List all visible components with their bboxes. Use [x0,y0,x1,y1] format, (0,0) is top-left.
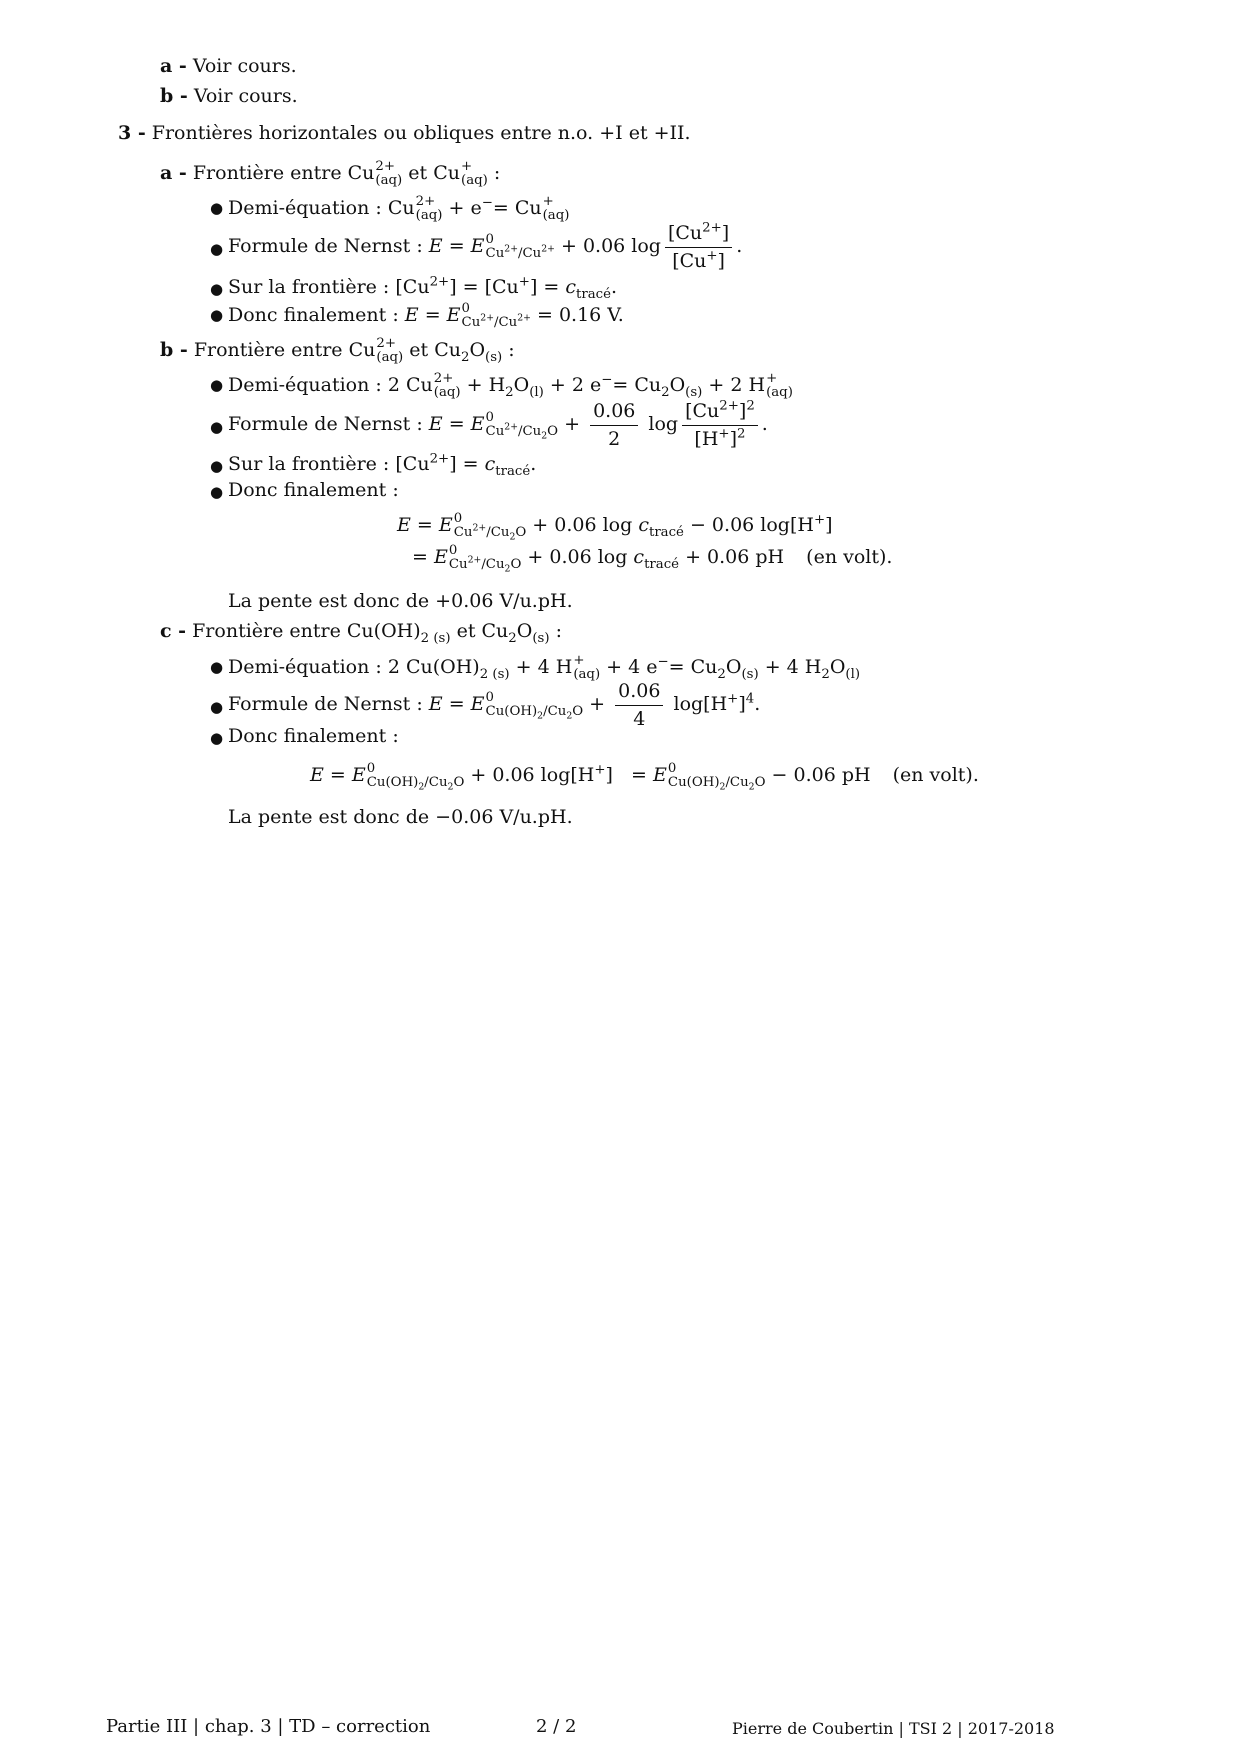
page-number: 2 / 2 [536,1716,577,1737]
subquestion-text: Frontière entre [192,161,342,184]
bullet-icon: ● [210,418,224,436]
colon: : [493,161,501,184]
species-cu2o-s: $Cu_2O_{(s)}$ [434,338,503,365]
final-value: = 0.16 V. [536,303,624,326]
species-cuoh2-s: $Cu(OH)_{2 (s)}$ [346,620,451,646]
subquestion-a-heading [160,160,500,188]
bullet-icon: ● [210,483,224,501]
nernst-expression: E = E 0 $Cu^{2+}/Cu_2O$ + $\frac{0.06}{2}$ log $\frac{[Cu^{2+}]^2}{[H^+]^2}$ . [428,398,768,450]
species-cuplus-aq: Cu + (aq) [433,159,488,188]
footer-left: Partie III | chap. 3 | TD – correction [106,1716,431,1737]
b-final-eq-line1: E = E 0 $Cu^{2+}/Cu_2O$ + 0.06 $\log c_{tracé} - 0.06$ log[H+] [397,511,833,543]
subquestion-text: Frontière entre [192,620,341,642]
item-marker: a - [160,55,187,77]
item-marker: b - [160,85,188,107]
subquestion-c-heading [160,620,562,646]
bullet-icon: ● [210,280,224,298]
boundary-condition: $[Cu^{2+}] = c_{tracé}$. [395,451,537,479]
conjunction: et [456,620,476,642]
c-nernst-formula [210,680,760,731]
bullet-icon: ● [210,729,224,747]
c-demi-equation [210,654,860,682]
bullet-icon: ● [210,376,224,394]
c-final-label [210,725,399,748]
subquestion-marker: b - [160,338,188,361]
bullet-icon: ● [210,306,224,324]
half-equation: Cu 2+ (aq) + e−= Cu + (aq) [387,194,570,223]
bullet-icon: ● [210,698,224,716]
nernst-expression: E = E 0 $Cu(OH)_2/Cu_2O$ + $\frac{0.06}{4}$ $\log[H^+]^4$. [428,680,761,730]
bullet-icon: ● [210,457,224,475]
boundary-condition: $[Cu^{2+}] = [Cu^+] = c_{tracé}$. [395,274,618,302]
b-nernst-formula [210,400,768,451]
question-marker: 3 - [118,122,146,144]
half-equation: 2 $Cu(OH)_{2 (s)} + 4$ H + (aq) + 4 $e^-= Cu_2O_{(s)} + 4$ $H_2O_{(l)}$ [387,653,861,682]
bullet-label: Demi-équation : [228,196,382,219]
bullet-label: Donc finalement : [228,479,399,501]
b-final-label [210,479,399,502]
bullet-label: Sur la frontière : [228,276,390,298]
b-on-boundary [210,451,537,479]
nernst-expression: E = E 0 $Cu^{2+}/Cu^{2+}$ + 0.06 log $\frac{[Cu^{2+}]}{[Cu^+]}$ . [428,220,743,272]
subquestion-marker: c - [160,620,187,642]
question-3-heading [118,122,691,145]
item-b-voir-cours [160,85,298,108]
subquestion-b-heading [160,337,515,365]
footer-right: Pierre de Coubertin | TSI 2 | 2017-2018 [732,1719,1055,1738]
subquestion-text: Frontière entre [193,338,343,361]
subquestion-marker: a - [160,161,187,184]
bullet-label: Formule de Nernst : [228,413,423,436]
c-slope: La pente est donc de −0.06 V/u.pH. [228,806,573,828]
a-on-boundary [210,274,618,302]
species-cu2plus-aq: Cu 2+ (aq) [347,159,403,188]
bullet-label: Formule de Nernst : [228,693,423,716]
colon: : [555,620,562,642]
b-demi-equation [210,372,793,400]
bullet-label: Donc finalement : [228,725,399,747]
bullet-icon: ● [210,240,224,258]
bullet-label: Demi-équation : [228,655,382,678]
b-final-eq-line2: = E 0 $Cu^{2+}/Cu_2O$ + 0.06 $\log c_{tracé} + 0.06$ pH (en volt). [412,543,893,575]
bullet-label: Demi-équation : [228,373,382,396]
b-slope: La pente est donc de +0.06 V/u.pH. [228,590,573,612]
conjunction: et [409,338,429,361]
c-final-eq: E = E 0 $Cu(OH)_2/Cu_2O$ + 0.06 log[H+] = E 0 $Cu(OH)_2/Cu_2O$ − 0.06 pH (en volt). [310,761,979,793]
question-text: Frontières horizontales ou obliques entre n.o. +I et +II. [151,122,691,144]
species-cu2plus-aq: Cu 2+ (aq) [348,336,404,365]
half-equation: 2 Cu 2+ (aq) + $H_2O_{(l)} + 2$ $e^-= Cu_2O_{(s)} + 2$ H + (aq) [387,371,793,400]
bullet-label: Formule de Nernst : [228,235,423,258]
unit-note: (en volt). [892,763,979,786]
a-final [210,302,624,330]
item-text: Voir cours. [193,85,298,107]
final-expression: E = E 0 $Cu^{2+}/Cu^{2+}$ [404,301,531,330]
species-cu2o-s: $Cu_2O_{(s)}$ [481,620,550,646]
unit-note: (en volt). [806,545,893,568]
a-demi-equation [210,195,569,223]
bullet-label: Donc finalement : [228,303,399,326]
a-nernst-formula [210,222,742,273]
colon: : [508,338,515,361]
conjunction: et [408,161,428,184]
item-a-voir-cours [160,55,297,78]
bullet-label: Sur la frontière : [228,453,390,475]
item-text: Voir cours. [192,55,297,77]
bullet-icon: ● [210,658,224,676]
bullet-icon: ● [210,199,224,217]
